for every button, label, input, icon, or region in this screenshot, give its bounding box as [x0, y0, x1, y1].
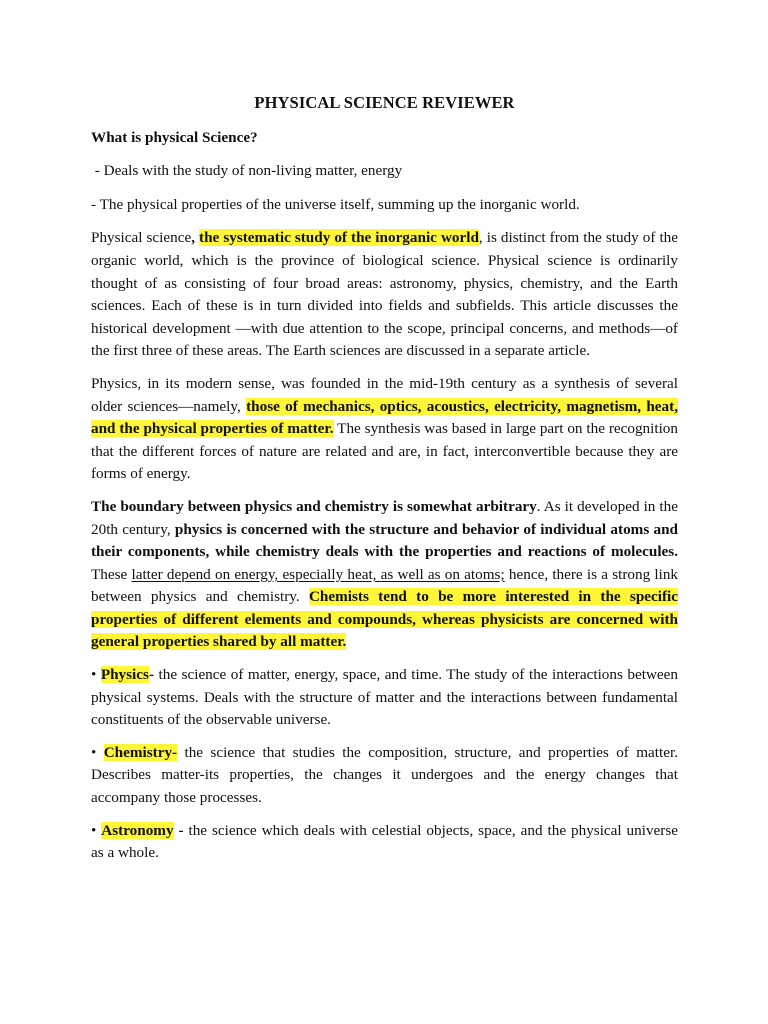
document-title: PHYSICAL SCIENCE REVIEWER: [254, 93, 515, 112]
bullet-physics: [91, 664, 678, 732]
definition-line-1: - Deals with the study of non-living matter, energy: [91, 162, 403, 180]
bullet-chemistry: [91, 742, 678, 810]
text-run: Physics, in its modern sense, was founded in the mid-19th century as a synthesis of several older sciences—namely,: [91, 374, 678, 415]
bold-phrase: physics is concerned with the structure and behavior of individual atoms and their components, while chemistry deals with the properties and reactions of molecules.: [91, 520, 678, 561]
paragraph-boundary: [91, 496, 678, 654]
text-run: . As it developed in the 20th century,: [91, 497, 678, 538]
bullet-dash: -: [173, 821, 184, 839]
text-run-bold: ,: [191, 229, 200, 247]
bullet-dash: -: [148, 666, 154, 684]
section-question: What is physical Science?: [91, 128, 258, 146]
text-run: , is distinct from the study of the organic world, which is the province of biological science. Physical science is ordinarily thought of as consisting of four broad areas: astronomy, physics, chemistry, and the Earth sciences. Each of these is in turn divided into fields and subfields. This article discusses the historical development —with due attention to the scope, principal concerns, and methods—of the first three of these areas. The Earth sciences are discussed in a separate article.: [91, 229, 679, 360]
text-run: Physical science: [91, 229, 192, 247]
highlighted-phrase: Chemists tend to be more interested in the specific properties of different elements and compounds, whereas physicists are concerned with general properties shared by all matter.: [91, 588, 679, 651]
bullet-text: the science which deals with celestial objects, space, and the physical universe as a whole.: [91, 821, 679, 862]
bullet-astronomy: [91, 820, 678, 865]
highlighted-phrase: those of mechanics, optics, acoustics, electricity, magnetism, heat, and the physical properties of matter.: [91, 397, 678, 438]
underlined-phrase: latter depend on energy, especially heat, as well as on atoms;: [131, 565, 505, 583]
text-run: The synthesis was based in large part on the recognition that the different forces of nature are related and are, in fact, interconvertible because they are forms of energy.: [91, 420, 678, 483]
paragraph-physical-science: [91, 227, 678, 363]
bullet-mark: •: [91, 666, 101, 684]
bullet-text: the science that studies the composition, structure, and properties of matter. Describes matter-its properties, the changes it undergoes and the energy changes that accompany those processes.: [91, 743, 678, 807]
bullet-mark: •: [91, 821, 102, 839]
paragraph-physics: [91, 373, 678, 486]
text-run: hence, there is a strong link between physics and chemistry.: [91, 565, 679, 606]
highlighted-phrase: the systematic study of the inorganic world: [199, 229, 479, 247]
definition-line-2: - The physical properties of the universe itself, summing up the inorganic world.: [91, 195, 580, 213]
bullet-term: Astronomy: [101, 821, 174, 839]
bullet-term: Chemistry-: [103, 743, 178, 761]
text-run: These: [91, 565, 132, 583]
bullet-term: Physics: [100, 666, 149, 684]
bold-phrase: The boundary between physics and chemistry is somewhat arbitrary: [91, 497, 537, 515]
bullet-text: the science of matter, energy, space, and time. The study of the interactions between physical systems. Deals with the structure of matter and the interactions between fundamental constituents of the observable universe.: [91, 666, 678, 729]
bullet-mark: •: [91, 743, 104, 761]
